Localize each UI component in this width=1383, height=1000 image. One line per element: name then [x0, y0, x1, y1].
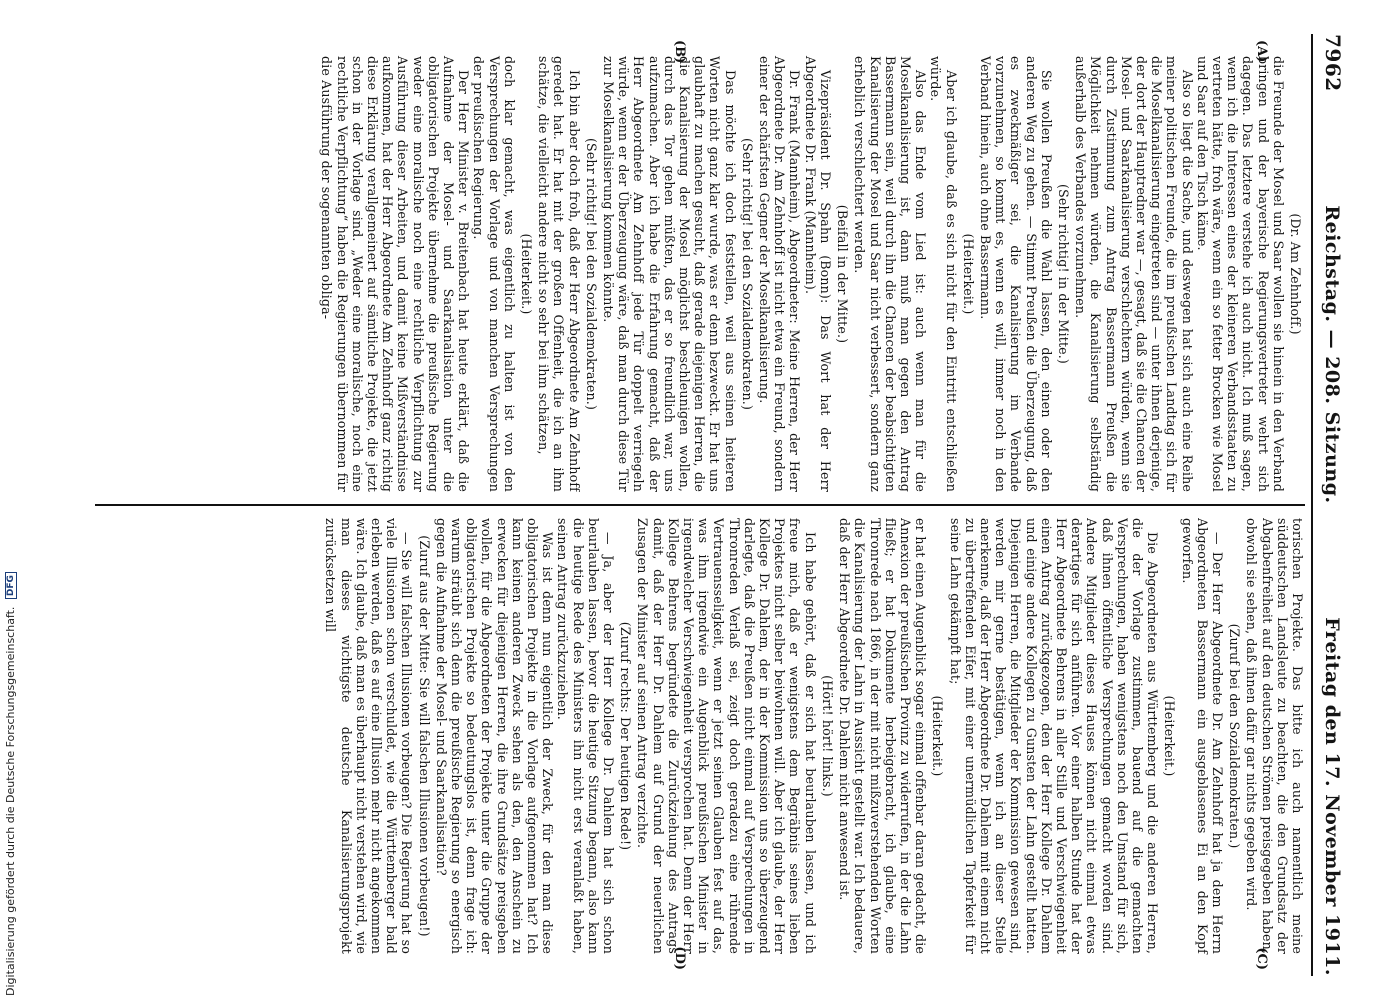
- paragraph: Also so liegt die Sache, und deswegen hat sich auch eine Reihe meiner politischen Freunde, die im preußischen Landtag sich für die Moselkanalisierung eingetreten sind — unter ihnen derjenige, der dort der Hauptredner war —, gesagt, daß sie die Chancen der Mosel- und Saarkanalisierung verschlechtern würden, wenn sie durch Zustimmung zum Antrag Bassermann Preußen die Möglichkeit nehmen würden, die Kanalisierung selbständig außerhalb des Verbandes vorzunehmen.: [1073, 56, 1195, 492]
- header-date: Freitag den 17. November 1911.: [1321, 617, 1343, 976]
- stage-direction: (Dr. Am Zehnhoff.): [1288, 213, 1303, 335]
- paragraph: er hat einen Augenblick sogar einmal offenbar daran gedacht, die Annexion der preußischen Provinz zu widerrufen, in der die Lahn fließt; er hat Dokumente herbeigebracht, ich glaube, eine Thronrede nach 1866, in der mit nicht mißzuverstehenden Worten die Kanalisierung der Lahn in Aussicht gestellt war. Ich bedauere, daß der Herr Abgeordnete Dr. Dahlem nicht anwesend ist.: [837, 518, 929, 954]
- header-rule: [1311, 34, 1313, 976]
- paragraph: Ich habe gehört, daß er sich hat beurlauben lassen, und ich freue mich, daß er wenigstens dem Begräbnis seines lieben Projektes nicht selber beiwohnen will. Aber ich glaube, der Herr Kollege Dr. Dahlem, der in der Kommission uns so überzeugend darlegte, daß die Preußen nicht einmal auf Versprechungen in Thronreden Verlaß sei, zeigt doch geradezu eine rührende Vertrauensseligkeit, wenn er jetzt seinen Glauben fest auf das, was ihm irgendwie ein Augenblick preußischen Minister in irgendwelcher Verschwiegenheit versprochen hat. Denn der Herr Kollege Behrens begründete die Zurückziehung des Antrags damit, daß der Herr Dr. Dahlem auf Grund der neuerlichen Zusagen der Minister auf seinen Antrag verzichte.: [635, 518, 818, 954]
- left-column: [95, 34, 1305, 492]
- stage-direction: (Zuruf bei den Sozialdemokraten.): [1227, 623, 1243, 849]
- page-header: [1315, 34, 1345, 976]
- stage-direction: (Sehr richtig! bei den Sozialdemokraten.): [583, 137, 599, 411]
- dfg-logo: DFG: [5, 572, 17, 599]
- paragraph: die Freunde der Mosel und Saar wollen sie hinein in den Verband bringen und der bayerische Regierungsvertreter wehrt sich dagegen. Das letztere verstehe ich auch nicht. Ich muß sagen, wenn ich die Interessen eines der kleineren Verbandsstaaten zu vertreten hätte, froh wäre, wenn ein so fetter Brocken wie Mosel und Saar auf den Tisch käme.: [1194, 56, 1286, 492]
- stage-direction: (Heiterkeit.): [930, 695, 946, 777]
- text-columns: [95, 34, 1305, 976]
- paragraph: Die Abgeordneten aus Württemberg und die anderen Herren, die der Vorlage zustimmen, bauend auf die gemachten Versprechungen, haben wenigstens noch den Umstand für sich, daß ihnen öffentliche Versprechungen gemacht worden sind. Andere Mitglieder dieses Hauses können nicht einmal etwas derartiges für sich anführen. Vor einer halben Stunde hat der Herr Abgeordnete Behrens in aller Stille und Verschwiegenheit einen Antrag zurückgezogen, den der Herr Kollege Dr. Dahlem und einige andere Kollegen zu Gunsten der Lahn gestellt hatten. Diejenigen Herren, die Mitglieder der Kommission gewesen sind, werden mir gerne bestätigen, wenn ich an dieser Stelle anerkenne, daß der Herr Abgeordnete Dr. Dahlem mit einem nicht zu übertreffenden Eifer, mit einer unermüdlichen Tapferkeit für seine Lahn gekämpft hat;: [947, 518, 1161, 954]
- paragraph: Vizepräsident Dr. Spahn (Bonn): Das Wort hat der Herr Abgeordnete Dr. Frank (Mannheim).: [802, 56, 833, 492]
- credit-text: [4, 96, 17, 996]
- right-column: [95, 518, 1305, 976]
- margin-marker-a: (A): [1254, 40, 1269, 63]
- margin-marker-c: (C): [1254, 947, 1269, 970]
- stage-direction: (Heiterkeit.): [960, 233, 976, 315]
- stage-direction: (Zuruf rechts: Der heutigen Rede!): [618, 621, 634, 851]
- credit-label: Digitalisierung gefördert durch die Deutsche Forschungsgemeinschaft.: [4, 606, 17, 996]
- paragraph: Aber ich glaube, daß es sich nicht für den Eintritt entschließen würde.: [928, 56, 959, 492]
- stage-direction: (Sehr richtig! bei den Sozialdemokraten.): [739, 137, 755, 411]
- margin-marker-d: (D): [672, 946, 687, 970]
- paragraph: Also das Ende vom Lied ist: auch wenn man für die Moselkanalisierung ist, dann muß man gegen den Antrag Bassermann sein, weil durch ihn die Chancen der beabsichtigten Kanalisierung der Mosel und Saar nicht verbessert, sondern ganz erheblich verschlechtert werden.: [852, 56, 929, 492]
- paragraph: Der Herr Minister v. Breitenbach hat heute erklärt, daß die Aufnahme der Mosel- und Saarkanalisation unter die obligatorischen Projekte übernehme die preußische Regierung weder eine moralische noch eine rechtliche Verpflichtung zur Ausführung dieser Arbeiten, und damit keine Mißverständnisse aufkommen, hat der Herr Abgeordnete Am Zehnhoff ganz richtig diese Erklärung verallgemeinert auf sämtliche Projekte, die jetzt schon in der Vorlage sind. „Weder eine moralische, noch eine rechtliche Verpflichtung“ haben die Regierungen übernommen für die Ausführung der sogenannten obliga-: [319, 56, 472, 492]
- stage-direction: (Hört! hört! links.): [819, 675, 835, 797]
- paragraph: Dr. Frank (Mannheim), Abgeordneter: Meine Herren, der Herr Abgeordnete Dr. Am Zehnhoff ist nicht etwa ein Freund, sondern einer der schärfsten Gegner der Moselkanalisierung.: [757, 56, 803, 492]
- stage-direction: (Zuruf aus der Mitte: Sie will falschen Illusionen vorbeugen!): [416, 535, 432, 937]
- paragraph: Das möchte ich doch feststellen, weil aus seinen heiteren Worten nicht ganz klar wurde, was er denn bezweckt. Er hat uns glaubhaft zu machen gesucht, daß gerade diejenigen Herren, die die Kanalisierung der Mosel möglichst beschleunigen wollen, durch das Tor gehen müßten, das er so freundlich war, uns aufzumachen. Aber ich habe die Erfahrung gemacht, daß der Herr Abgeordnete Am Zehnhoff jede Tür doppelt verriegeln würde, wenn er der Überzeugung wäre, daß man durch diese Tür zur Moselkanalisierung kommen könnte.: [601, 56, 738, 492]
- stage-direction: (Sehr richtig! in der Mitte.): [1055, 184, 1071, 364]
- stage-direction: (Beifall in der Mitte.): [835, 204, 851, 344]
- header-title: Reichstag. — 208. Sitzung.: [1321, 205, 1343, 504]
- paragraph: — Der Herr Abgeordnete Dr. Am Zehnhoff hat ja dem Herrn Abgeordneten Bassermann ein ausgeblasenes Ei an den Kopf geworfen.: [1179, 518, 1225, 954]
- margin-marker-b: (B): [672, 40, 687, 64]
- paragraph: Was ist denn nun eigentlich der Zweck, für den man diese obligatorischen Projekte in die Vorlage aufgenommen hat? Ich kann keinen anderen Zweck sehen als den, den Anschein zu erwecken für diejenigen Herren, die ihre Grundsätze preisgeben wollen, für die Abgeordneten der Projekte unter die Gruppe der obligatorischen Projekte so bedeutungslos ist, denn frage ich: warum sträubt sich denn die preußische Regierung so energisch gegen die Aufnahme der Mosel- und Saarkanalisation?: [433, 518, 556, 954]
- paragraph: Sie wollen Preußen die Wahl lassen, den einen oder den anderen Weg zu gehen. — Stimmt Preußen die Überzeugung, daß es zweckmäßiger sei, die Kanalisierung im Verbande vorzunehmen, so kommt es, wenn es will, immer noch in den Verband hinein, auch ohne Bassermann.: [977, 56, 1054, 492]
- stage-direction: (Heiterkeit.): [519, 233, 535, 315]
- paragraph: doch klar gemacht, was eigentlich zu halten ist von den Versprechungen der Vorlage und von manchen Versprechungen der preußischen Regierung.: [471, 56, 517, 492]
- paragraph: — Sie will falschen Illusionen vorbeugen? Die Regierung hat so viele Illusionen schon verschuldet, wie die Württemberger bald erleben werden, daß es auf eine Illusion mehr nicht angekommen wäre. Ich glaube, daß man es überhaupt nicht verstehen wird, wie man dieses wichtigste deutsche Kanalisierungsprojekt zurücksetzen will: [323, 518, 415, 954]
- paragraph: torischen Projekte. Das bitte ich auch namentlich meine süddeutschen Landsleute zu beachten, die den Grundsatz der Abgabenfreiheit auf den deutschen Strömen preisgegeben haben, obwohl sie sehen, daß ihnen dafür gar nichts gegeben wird.: [1244, 518, 1305, 954]
- credit-strip: [0, 0, 24, 1000]
- paragraph: Ich bin aber doch froh, daß der Herr Abgeordnete Am Zehnhoff geredet hat. Er hat mit der großen Offenheit, die ich an ihm schätze, die vielleicht andere nicht so sehr bei ihm schätzen,: [536, 56, 582, 492]
- column-divider: [95, 504, 1305, 506]
- scanned-page: [42, 0, 1383, 1000]
- stage-direction: (Heiterkeit.): [1162, 695, 1178, 777]
- page-number: 7962: [1321, 34, 1345, 92]
- paragraph: — Ja, aber der Herr Kollege Dr. Dahlem hat sich schon beurlauben lassen, bevor die heutige Sitzung begann, also kann die heutige Rede des Ministers ihn nicht erst veranlaßt haben, seinen Antrag zurückzuziehen.: [555, 518, 617, 954]
- rotated-page: [77, 0, 1367, 1000]
